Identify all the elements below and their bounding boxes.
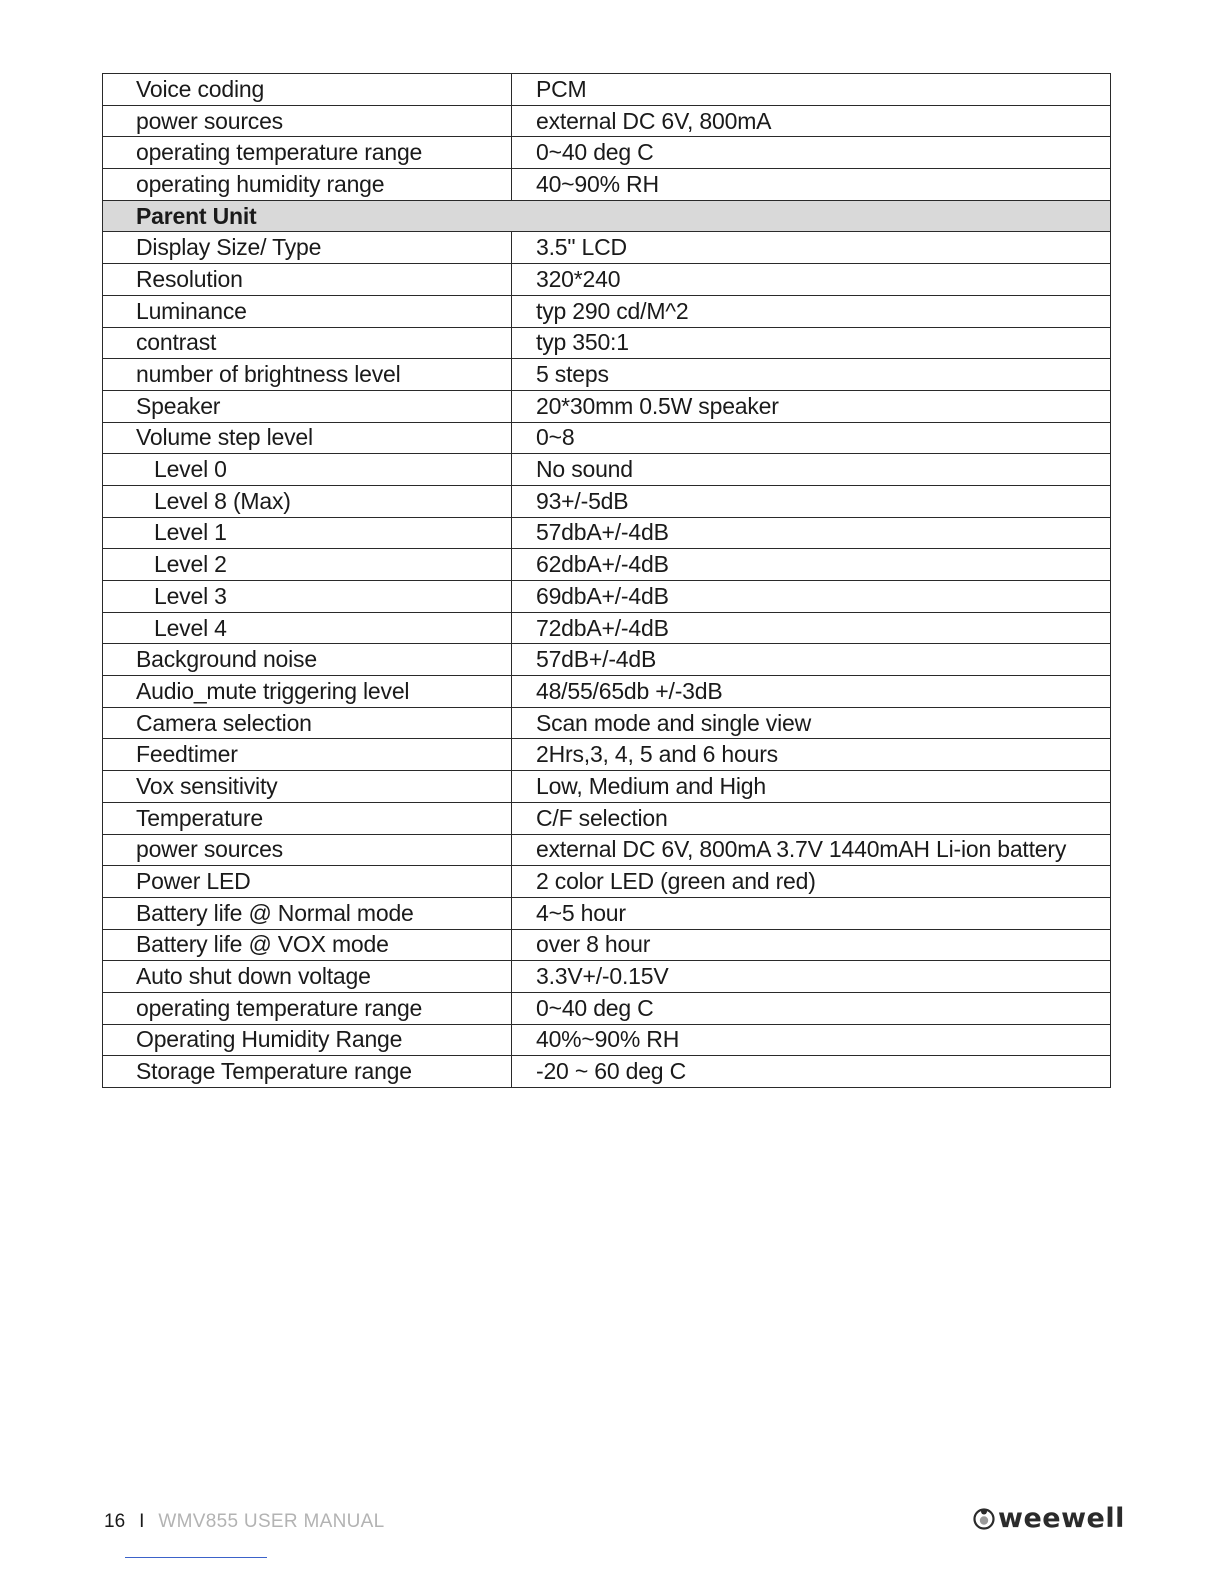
spec-label: Vox sensitivity (103, 771, 512, 803)
spec-label: operating temperature range (103, 137, 512, 169)
spec-label: Battery life @ Normal mode (103, 897, 512, 929)
spec-label: Level 3 (103, 581, 512, 613)
page-footer (104, 1510, 384, 1534)
table-row (103, 771, 1111, 803)
table-row (103, 517, 1111, 549)
spec-value: 0~8 (512, 422, 1111, 454)
spec-value: -20 ~ 60 deg C (512, 1056, 1111, 1088)
table-row (103, 1056, 1111, 1088)
spec-label: Auto shut down voltage (103, 961, 512, 993)
spec-label: Luminance (103, 295, 512, 327)
brand-logo (972, 1500, 1125, 1536)
spec-value: 20*30mm 0.5W speaker (512, 390, 1111, 422)
spec-value: 69dbA+/-4dB (512, 581, 1111, 613)
spec-label: Storage Temperature range (103, 1056, 512, 1088)
table-row (103, 992, 1111, 1024)
table-row (103, 327, 1111, 359)
spec-value: 57dbA+/-4dB (512, 517, 1111, 549)
spec-label: Camera selection (103, 707, 512, 739)
spec-label: Display Size/ Type (103, 232, 512, 264)
section-header-row (103, 200, 1111, 232)
spec-value: typ 350:1 (512, 327, 1111, 359)
spec-value: 72dbA+/-4dB (512, 612, 1111, 644)
table-row (103, 137, 1111, 169)
spec-label: operating temperature range (103, 992, 512, 1024)
document-title: WMV855 USER MANUAL (158, 1511, 385, 1532)
spec-label: Battery life @ VOX mode (103, 929, 512, 961)
spec-value: 40%~90% RH (512, 1024, 1111, 1056)
spec-value: 3.3V+/-0.15V (512, 961, 1111, 993)
spec-value: typ 290 cd/M^2 (512, 295, 1111, 327)
spec-label: power sources (103, 105, 512, 137)
spec-label: Level 8 (Max) (103, 485, 512, 517)
spec-label: power sources (103, 834, 512, 866)
spec-label: operating humidity range (103, 169, 512, 201)
table-row (103, 485, 1111, 517)
footer-separator: I (139, 1511, 145, 1532)
table-row (103, 359, 1111, 391)
spec-value: 93+/-5dB (512, 485, 1111, 517)
spec-label: Temperature (103, 802, 512, 834)
spec-value: 2Hrs,3, 4, 5 and 6 hours (512, 739, 1111, 771)
table-row (103, 422, 1111, 454)
table-row (103, 707, 1111, 739)
table-row (103, 866, 1111, 898)
table-row (103, 612, 1111, 644)
table-row (103, 834, 1111, 866)
spec-value: 0~40 deg C (512, 992, 1111, 1024)
spec-value: external DC 6V, 800mA (512, 105, 1111, 137)
spec-label: Speaker (103, 390, 512, 422)
table-row (103, 802, 1111, 834)
spec-label: Background noise (103, 644, 512, 676)
spec-label: Operating Humidity Range (103, 1024, 512, 1056)
table-row (103, 74, 1111, 106)
table-row (103, 739, 1111, 771)
spec-label: Resolution (103, 264, 512, 296)
spec-label: Audio_mute triggering level (103, 676, 512, 708)
table-row (103, 295, 1111, 327)
spec-label: Volume step level (103, 422, 512, 454)
spec-value: 62dbA+/-4dB (512, 549, 1111, 581)
table-row (103, 390, 1111, 422)
spec-value: 3.5" LCD (512, 232, 1111, 264)
spec-value: 2 color LED (green and red) (512, 866, 1111, 898)
logo-wordmark: weewell (998, 1502, 1125, 1534)
table-row (103, 929, 1111, 961)
spec-label: contrast (103, 327, 512, 359)
spec-value: Low, Medium and High (512, 771, 1111, 803)
spec-value: 57dB+/-4dB (512, 644, 1111, 676)
table-row (103, 549, 1111, 581)
link-underline[interactable] (125, 1557, 267, 1558)
spec-value: No sound (512, 454, 1111, 486)
table-row (103, 105, 1111, 137)
spec-label: Level 2 (103, 549, 512, 581)
spec-value: 5 steps (512, 359, 1111, 391)
table-row (103, 1024, 1111, 1056)
table-row (103, 454, 1111, 486)
spec-table (102, 73, 1111, 1088)
spec-value: 40~90% RH (512, 169, 1111, 201)
spec-value: C/F selection (512, 802, 1111, 834)
spec-label: Level 1 (103, 517, 512, 549)
spec-value: Scan mode and single view (512, 707, 1111, 739)
spec-value: over 8 hour (512, 929, 1111, 961)
spec-label: Level 0 (103, 454, 512, 486)
spec-label: Power LED (103, 866, 512, 898)
table-row (103, 676, 1111, 708)
spec-value: 48/55/65db +/-3dB (512, 676, 1111, 708)
table-row (103, 961, 1111, 993)
table-row (103, 264, 1111, 296)
spec-value: 320*240 (512, 264, 1111, 296)
table-row (103, 169, 1111, 201)
spec-label: Voice coding (103, 74, 512, 106)
spec-value: 0~40 deg C (512, 137, 1111, 169)
table-row (103, 581, 1111, 613)
table-row (103, 232, 1111, 264)
spec-value: PCM (512, 74, 1111, 106)
weewell-logo-icon (972, 1506, 996, 1530)
spec-label: Feedtimer (103, 739, 512, 771)
spec-value: 4~5 hour (512, 897, 1111, 929)
spec-label: number of brightness level (103, 359, 512, 391)
spec-value: external DC 6V, 800mA 3.7V 1440mAH Li-ion battery (512, 834, 1111, 866)
table-row (103, 897, 1111, 929)
page-number: 16 (104, 1511, 126, 1532)
section-title: Parent Unit (103, 200, 1111, 232)
spec-table-body (103, 74, 1111, 1088)
spec-label: Level 4 (103, 612, 512, 644)
table-row (103, 644, 1111, 676)
